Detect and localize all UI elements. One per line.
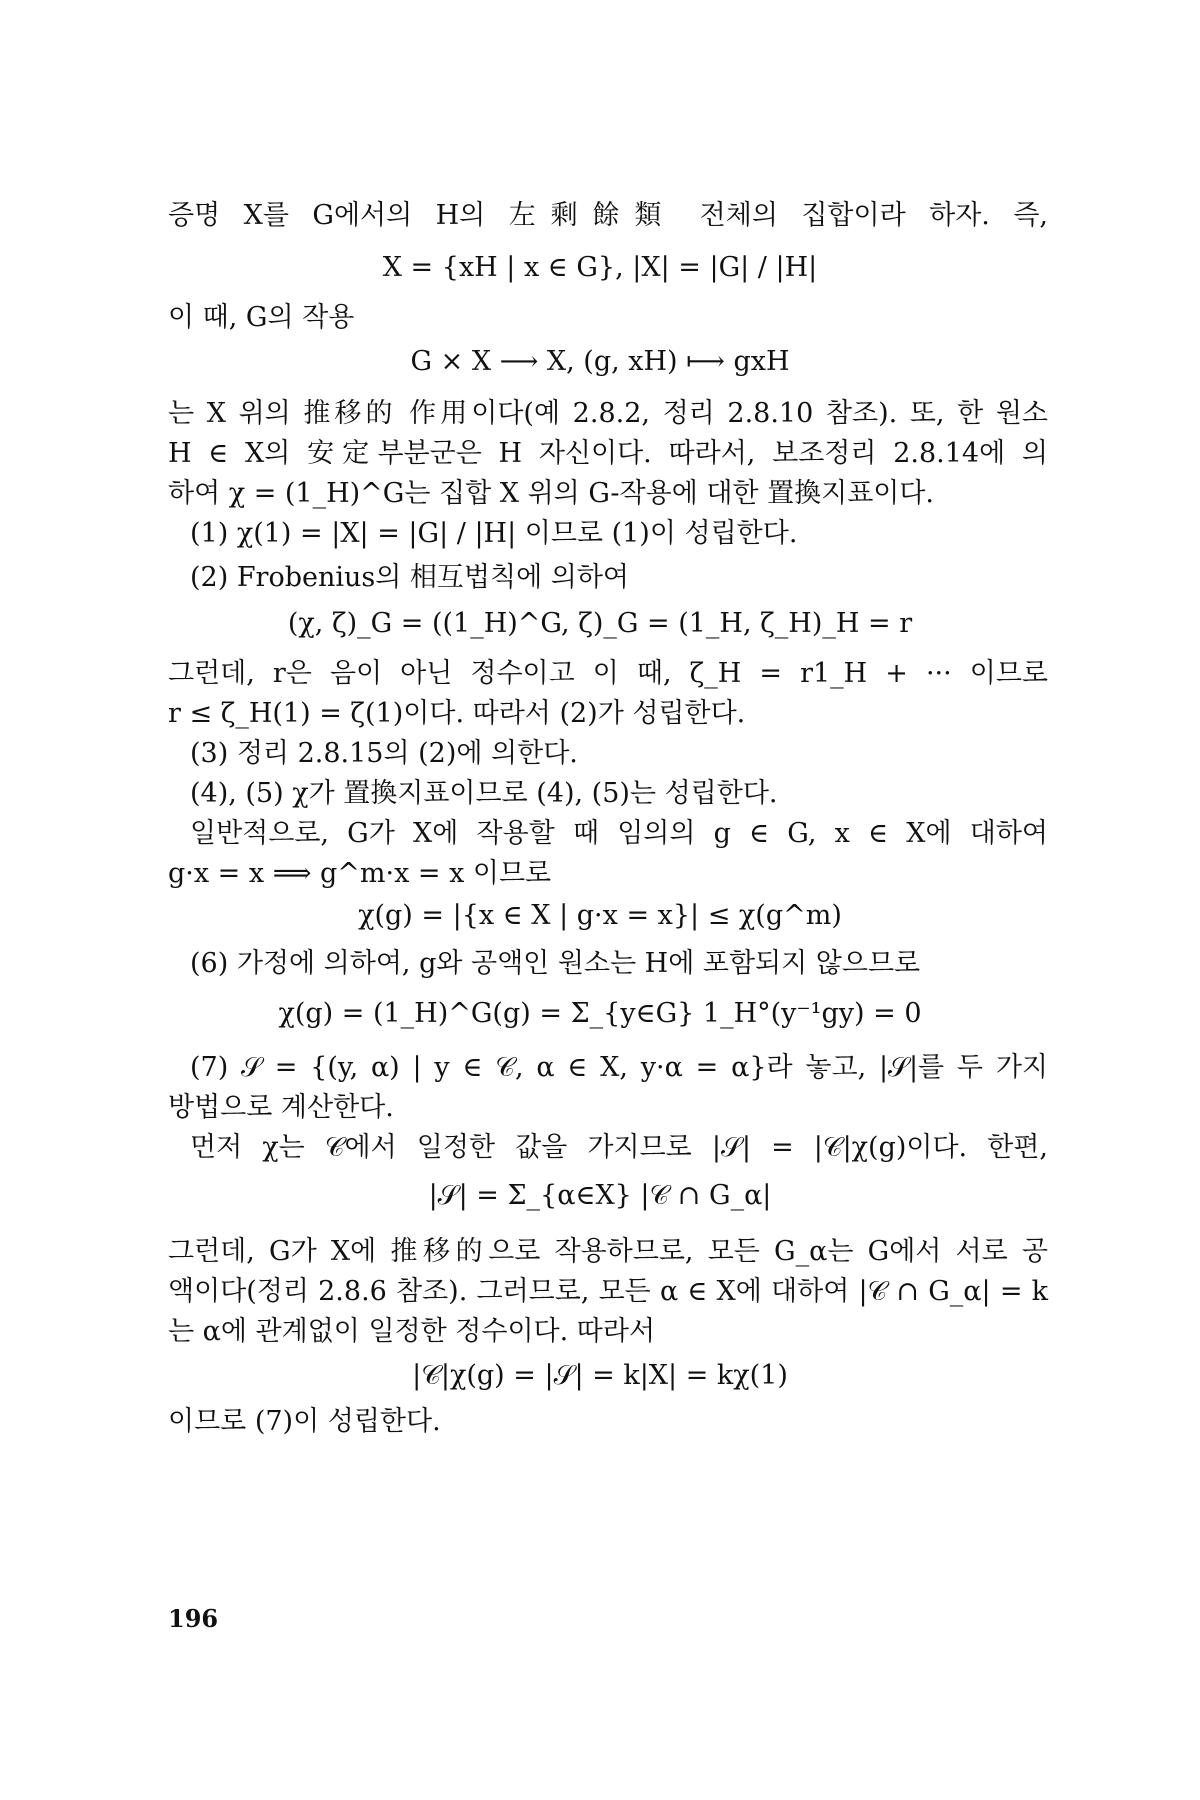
item-3-line: (3) 정리 2.8.15의 (2)에 의한다. (190, 738, 578, 769)
text-line: 일반적으로, G가 X에 작용할 때 임의의 g ∈ G, x ∈ X에 대하여 (190, 818, 1048, 849)
final-count-equation: |𝒞|χ(g) = |𝒮| = k|X| = kχ(1) (412, 1360, 788, 1391)
text-line: g·x = x ⟹ g^m·x = x 이므로 (168, 858, 552, 889)
text-line: 는 X 위의 推移的 作用이다(예 2.8.2, 정리 2.8.10 참조). 또, 한 원소 (168, 398, 1048, 429)
text-line: 하여 χ = (1_H)^G는 집합 X 위의 G-작용에 대한 置換지표이다. (168, 478, 935, 509)
text-line: 이므로 (7)이 성립한다. (168, 1406, 441, 1437)
text-line: 액이다(정리 2.8.6 참조). 그러므로, 모든 α ∈ X에 대하여 |𝒞 ∩ G_α| = k (168, 1276, 1048, 1307)
page-number: 196 (168, 1604, 219, 1633)
set-x-definition-equation: X = {xH | x ∈ G}, |X| = |G| / |H| (382, 252, 818, 283)
item-7-line: (7) 𝒮 = {(y, α) | y ∈ 𝒞, α ∈ X, y·α = α}라 놓고, |𝒮|를 두 가지 (190, 1052, 1048, 1083)
item-6-line: (6) 가정에 의하여, g와 공액인 원소는 H에 포함되지 않으므로 (190, 948, 921, 979)
text-line: H ∈ X의 安定부분군은 H 자신이다. 따라서, 보조정리 2.8.14에 의 (168, 438, 1048, 469)
set-s-count-equation: |𝒮| = Σ_{α∈X} |𝒞 ∩ G_α| (428, 1180, 772, 1211)
text-line: 방법으로 계산한다. (168, 1092, 394, 1123)
item-1-line: (1) χ(1) = |X| = |G| / |H| 이므로 (1)이 성립한다. (190, 518, 798, 549)
text-line: 이 때, G의 작용 (168, 302, 355, 333)
text-line: 먼저 χ는 𝒞에서 일정한 값을 가지므로 |𝒮| = |𝒞|χ(g)이다. 한편, (190, 1132, 1048, 1163)
fixed-point-inequality: χ(g) = |{x ∈ X | g·x = x}| ≤ χ(g^m) (358, 900, 842, 931)
reciprocity-equation: (χ, ζ)_G = ((1_H)^G, ζ)_G = (1_H, ζ_H)_H = r (287, 608, 913, 639)
item-4-5-line: (4), (5) χ가 置換지표이므로 (4), (5)는 성립한다. (190, 778, 778, 809)
action-map-equation: G × X ⟶ X, (g, xH) ⟼ gxH (410, 346, 790, 377)
text-line: 그런데, G가 X에 推移的으로 작용하므로, 모든 G_α는 G에서 서로 공 (168, 1236, 1048, 1267)
item-2-line: (2) Frobenius의 相互법칙에 의하여 (190, 562, 629, 593)
proof-opening-line: 증명 X를 G에서의 H의 左剩餘類 전체의 집합이라 하자. 즉, (168, 200, 1048, 231)
induced-character-equation: χ(g) = (1_H)^G(g) = Σ_{y∈G} 1_H°(y⁻¹gy) = 0 (278, 998, 922, 1029)
text-line: r ≤ ζ_H(1) = ζ(1)이다. 따라서 (2)가 성립한다. (168, 698, 746, 729)
text-line: 그런데, r은 음이 아닌 정수이고 이 때, ζ_H = r1_H + ··· 이므로 (168, 658, 1048, 689)
text-line: 는 α에 관계없이 일정한 정수이다. 따라서 (168, 1316, 656, 1347)
